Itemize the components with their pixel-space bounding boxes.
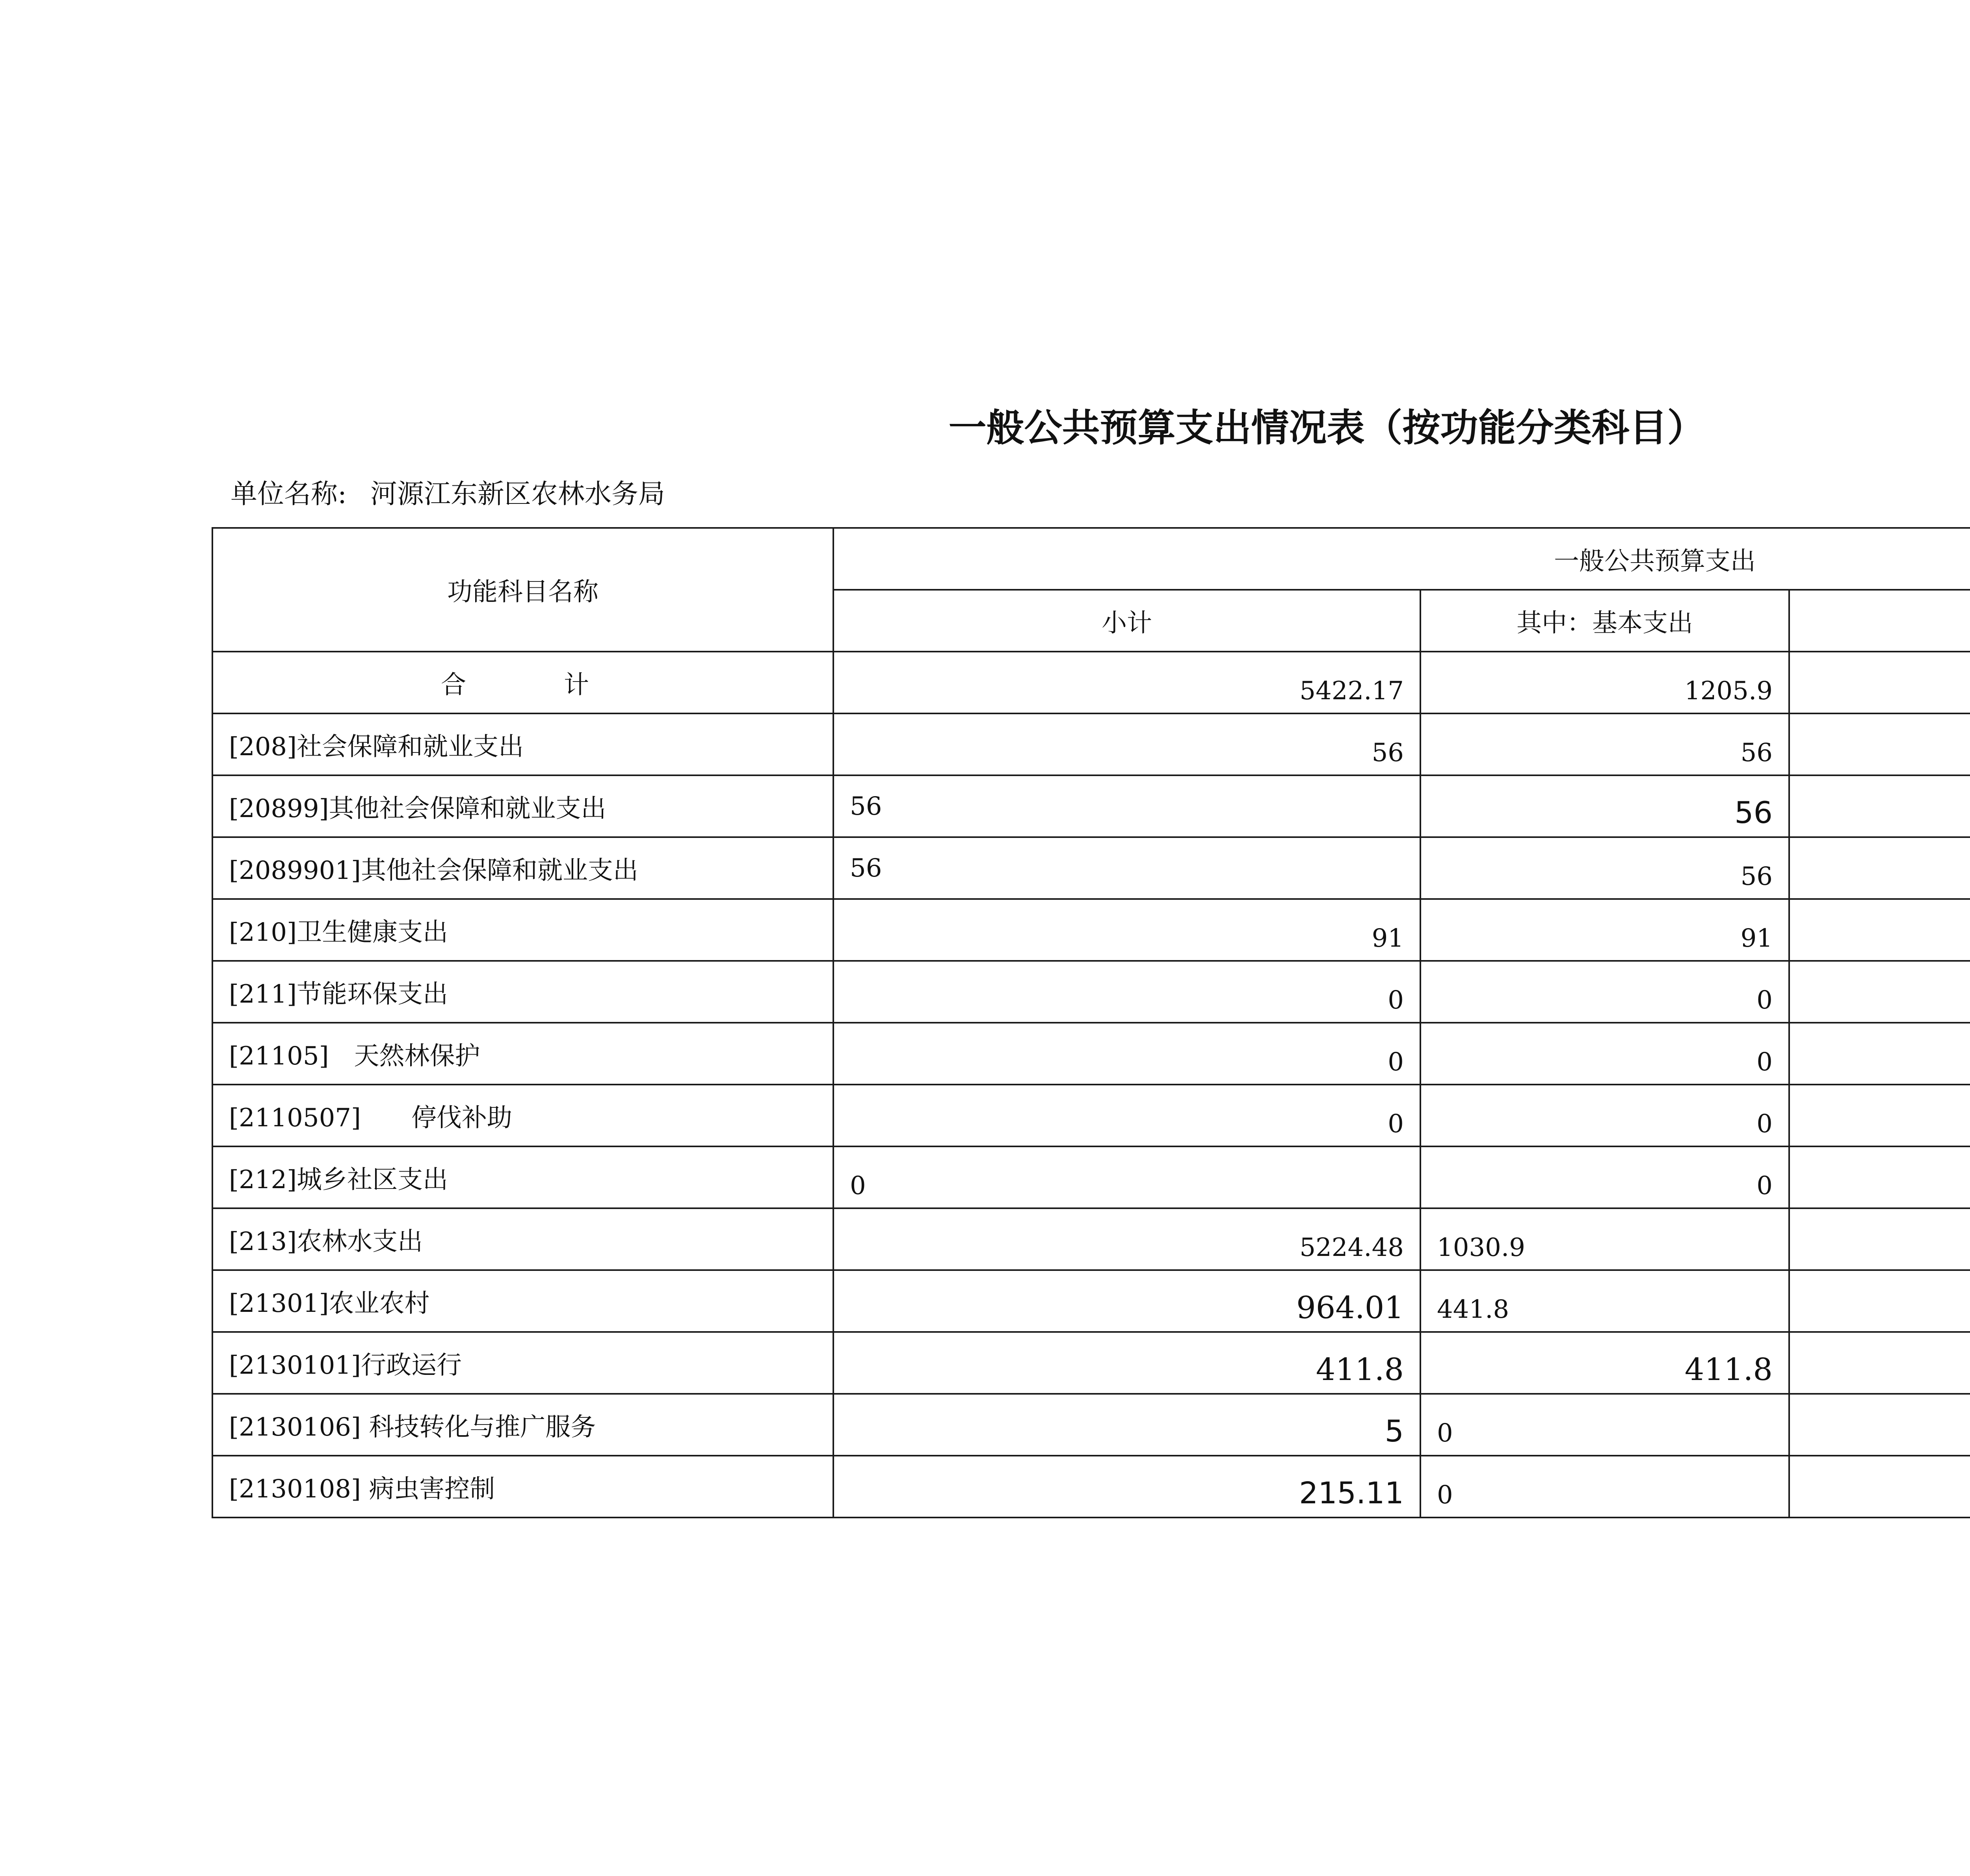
header-subtotal: 小计 (833, 590, 1420, 652)
table-row (212, 652, 1970, 713)
row-basic: 0 (1420, 1394, 1789, 1456)
row-name: [213]农林水支出 (212, 1208, 833, 1270)
row-subtotal: 0 (833, 961, 1420, 1023)
table-row (212, 1332, 1970, 1394)
row-basic: 441.8 (1420, 1270, 1789, 1332)
table-row (212, 1270, 1970, 1332)
unit-name-value: 河源江东新区农林水务局 (370, 479, 665, 510)
row-project (1789, 1023, 1970, 1085)
row-subtotal: 0 (833, 1023, 1420, 1085)
row-name: [208]社会保障和就业支出 (212, 713, 833, 775)
row-subtotal: 0 (833, 1146, 1420, 1208)
table-row (212, 1146, 1970, 1208)
row-project (1789, 1456, 1970, 1518)
row-subtotal: 215.11 (833, 1456, 1420, 1518)
row-basic: 56 (1420, 837, 1789, 899)
row-basic: 0 (1420, 1456, 1789, 1518)
table-row (212, 1394, 1970, 1456)
row-subtotal: 5422.17 (833, 652, 1420, 713)
row-basic: 411.8 (1420, 1332, 1789, 1394)
table-row (212, 775, 1970, 837)
row-project (1789, 775, 1970, 837)
row-subtotal: 5224.48 (833, 1208, 1420, 1270)
row-project (1789, 1208, 1970, 1270)
header-row-1 (212, 528, 1970, 590)
expenditure-table (212, 527, 1970, 1518)
table-row (212, 899, 1970, 961)
row-name: [20899]其他社会保障和就业支出 (212, 775, 833, 837)
row-basic: 1205.9 (1420, 652, 1789, 713)
table-row (212, 837, 1970, 899)
row-name: [2110507] 停伐补助 (212, 1085, 833, 1146)
unit-name-label: 单位名称: (230, 479, 347, 510)
table-row (212, 1023, 1970, 1085)
row-subtotal: 56 (833, 713, 1420, 775)
row-name: 合 计 (212, 652, 833, 713)
row-name: [21105] 天然林保护 (212, 1023, 833, 1085)
row-basic: 0 (1420, 1023, 1789, 1085)
row-basic: 56 (1420, 713, 1789, 775)
table-row (212, 1456, 1970, 1518)
row-project (1789, 713, 1970, 775)
row-name: [210]卫生健康支出 (212, 899, 833, 961)
unit-name-line (230, 473, 665, 511)
row-project (1789, 837, 1970, 899)
row-basic: 1030.9 (1420, 1208, 1789, 1270)
row-subtotal: 56 (833, 775, 1420, 837)
header-basic: 其中：基本支出 (1420, 590, 1789, 652)
row-project (1789, 1146, 1970, 1208)
row-name: [2089901]其他社会保障和就业支出 (212, 837, 833, 899)
row-basic: 91 (1420, 899, 1789, 961)
row-subtotal: 91 (833, 899, 1420, 961)
header-item-name: 功能科目名称 (212, 528, 833, 652)
row-name: [211]节能环保支出 (212, 961, 833, 1023)
header-group: 一般公共预算支出 (833, 528, 1970, 590)
row-name: [2130101]行政运行 (212, 1332, 833, 1394)
row-basic: 0 (1420, 1146, 1789, 1208)
table-row (212, 1085, 1970, 1146)
row-project (1789, 652, 1970, 713)
row-basic: 0 (1420, 961, 1789, 1023)
row-project (1789, 1394, 1970, 1456)
table-row (212, 1208, 1970, 1270)
row-name: [21301]农业农村 (212, 1270, 833, 1332)
row-name: [2130106] 科技转化与推广服务 (212, 1394, 833, 1456)
header-project (1789, 590, 1970, 652)
row-project (1789, 899, 1970, 961)
table-row (212, 961, 1970, 1023)
row-subtotal: 964.01 (833, 1270, 1420, 1332)
row-subtotal: 411.8 (833, 1332, 1420, 1394)
row-name: [212]城乡社区支出 (212, 1146, 833, 1208)
table-row (212, 713, 1970, 775)
row-subtotal: 56 (833, 837, 1420, 899)
row-project (1789, 1270, 1970, 1332)
row-basic: 56 (1420, 775, 1789, 837)
row-name: [2130108] 病虫害控制 (212, 1456, 833, 1518)
row-project (1789, 961, 1970, 1023)
page-title: 一般公共预算支出情况表（按功能分类科目） (948, 406, 1705, 450)
row-basic: 0 (1420, 1085, 1789, 1146)
row-subtotal: 5 (833, 1394, 1420, 1456)
row-project (1789, 1332, 1970, 1394)
row-subtotal: 0 (833, 1085, 1420, 1146)
row-project (1789, 1085, 1970, 1146)
